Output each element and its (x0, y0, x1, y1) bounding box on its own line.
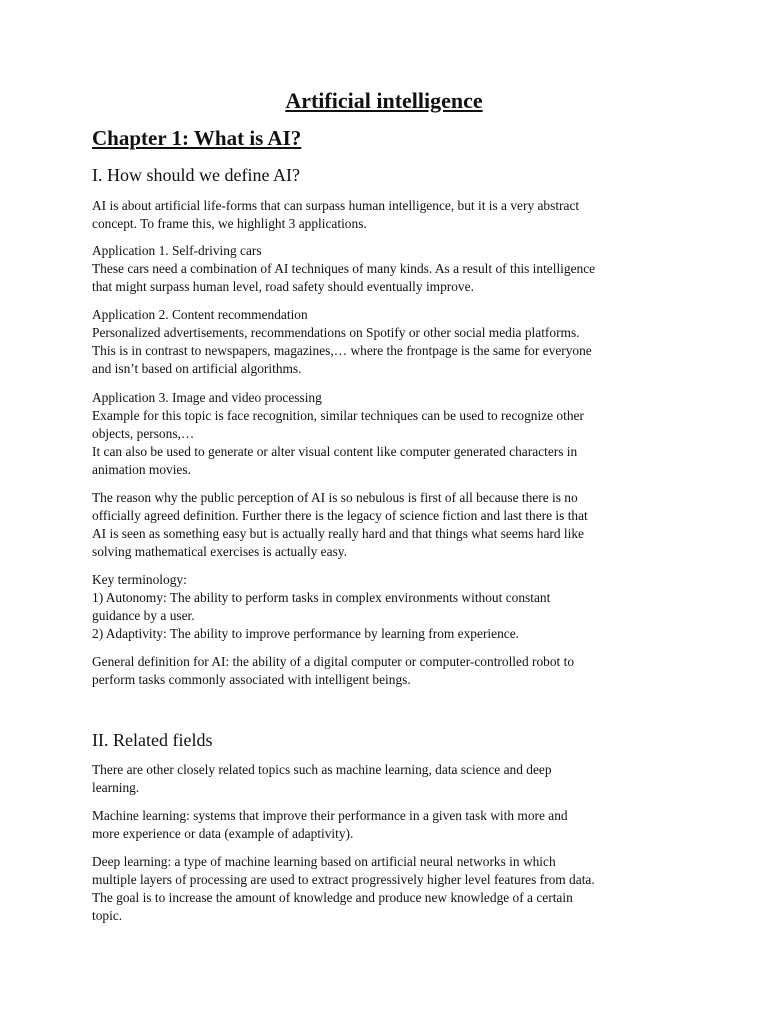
text-line: topic. (92, 908, 123, 923)
paragraph-general-definition (92, 653, 692, 689)
paragraph-machine-learning (92, 807, 692, 843)
paragraph-application-1 (92, 242, 692, 296)
text-line: solving mathematical exercises is actually easy. (92, 544, 347, 559)
text-line: These cars need a combination of AI techniques of many kinds. As a result of this intelligence (92, 261, 596, 276)
text-line: that might surpass human level, road safety should eventually improve. (92, 279, 474, 294)
text-line: more experience or data (example of adaptivity). (92, 826, 354, 841)
text-line: Application 2. Content recommendation (92, 307, 308, 322)
text-line: Example for this topic is face recognition, similar techniques can be used to recognize other (92, 408, 584, 423)
paragraph-deep-learning (92, 853, 692, 925)
text-line: learning. (92, 780, 140, 795)
text-line: perform tasks commonly associated with intelligent beings. (92, 672, 411, 687)
text-line: Application 1. Self-driving cars (92, 243, 262, 258)
chapter-heading: Chapter 1: What is AI? (92, 126, 302, 150)
document-title: Artificial intelligence (285, 88, 483, 113)
text-line: objects, persons,… (92, 426, 195, 441)
text-line: concept. To frame this, we highlight 3 applications. (92, 216, 367, 231)
text-line: 1) Autonomy: The ability to perform tasks in complex environments without constant (92, 590, 551, 605)
text-line: AI is about artificial life-forms that can surpass human intelligence, but it is a very abstract (92, 198, 580, 213)
text-line: officially agreed definition. Further there is the legacy of science fiction and last there is that (92, 508, 588, 523)
paragraph-intro (92, 197, 692, 233)
text-line: Deep learning: a type of machine learning based on artificial neural networks in which (92, 854, 556, 869)
text-line: multiple layers of processing are used to extract progressively higher level features from data. (92, 872, 595, 887)
text-line: There are other closely related topics such as machine learning, data science and deep (92, 762, 552, 777)
paragraph-application-2 (92, 306, 692, 378)
section-heading-related-fields: II. Related fields (92, 730, 213, 750)
text-line: This is in contrast to newspapers, magazines,… where the frontpage is the same for everyone (92, 343, 592, 358)
paragraph-public-perception (92, 489, 692, 561)
text-line: Machine learning: systems that improve their performance in a given task with more and (92, 808, 568, 823)
text-line: guidance by a user. (92, 608, 195, 623)
text-line: The reason why the public perception of AI is so nebulous is first of all because there is no (92, 490, 578, 505)
paragraph-key-terminology (92, 571, 692, 643)
text-line: Personalized advertisements, recommendations on Spotify or other social media platforms. (92, 325, 580, 340)
text-line: 2) Adaptivity: The ability to improve performance by learning from experience. (92, 626, 519, 641)
text-line: animation movies. (92, 462, 191, 477)
text-line: General definition for AI: the ability of a digital computer or computer-controlled robot to (92, 654, 575, 669)
text-line: It can also be used to generate or alter visual content like computer generated characters in (92, 444, 578, 459)
text-line: Application 3. Image and video processing (92, 390, 322, 405)
section-heading-define-ai: I. How should we define AI? (92, 165, 300, 185)
paragraph-application-3 (92, 389, 692, 479)
text-line: The goal is to increase the amount of knowledge and produce new knowledge of a certain (92, 890, 573, 905)
text-line: and isn’t based on artificial algorithms. (92, 361, 302, 376)
text-line: AI is seen as something easy but is actually really hard and that things what seems hard like (92, 526, 584, 541)
paragraph-related-intro (92, 761, 692, 797)
text-line: Key terminology: (92, 572, 187, 587)
